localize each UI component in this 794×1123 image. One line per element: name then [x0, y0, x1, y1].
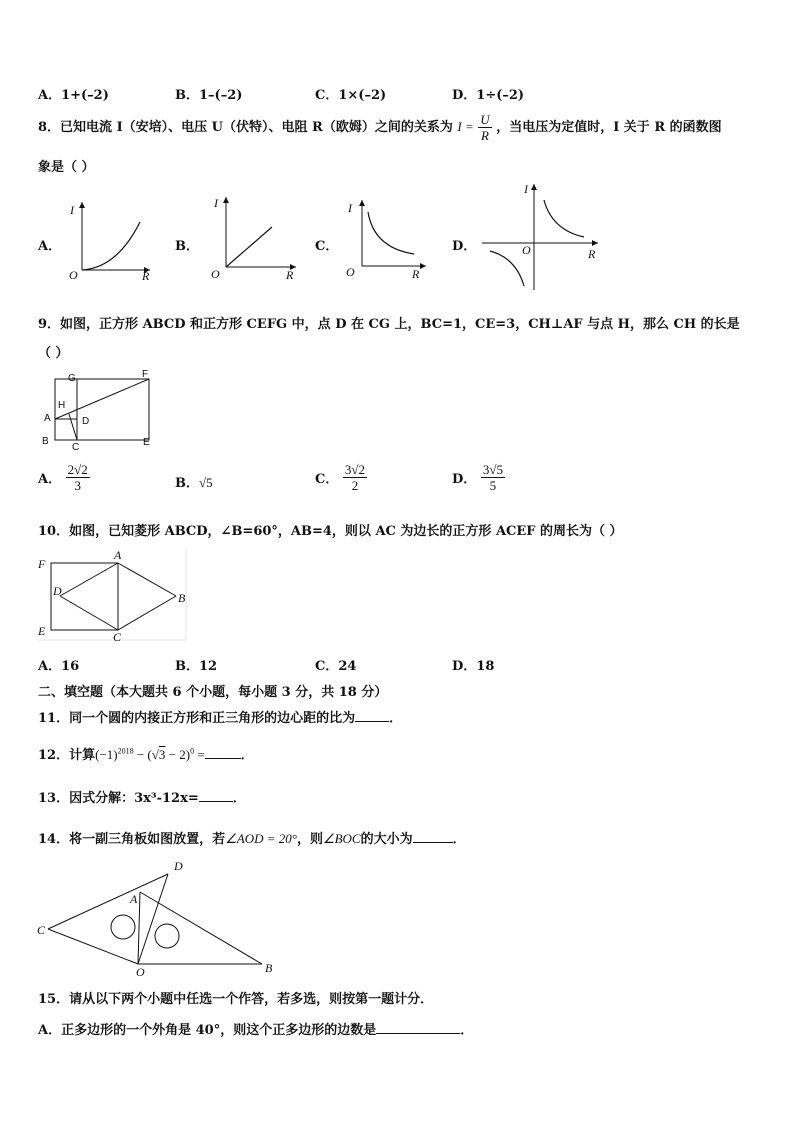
q11-answer-blank[interactable]: [355, 709, 389, 722]
q9-option-c: C． $\frac{3√2}{2}$: [315, 462, 366, 493]
svg-text:R: R: [588, 247, 596, 261]
svg-text:C: C: [37, 923, 46, 937]
svg-text:I: I: [348, 201, 352, 215]
svg-text:F: F: [38, 557, 46, 571]
q12-answer-blank[interactable]: [205, 746, 241, 759]
svg-text:C: C: [72, 442, 80, 450]
q8-graph-c: [340, 198, 430, 280]
svg-text:O: O: [346, 265, 355, 279]
svg-text:B: B: [265, 961, 273, 975]
q10-option-d: D．18: [452, 659, 495, 674]
svg-text:F: F: [142, 369, 149, 380]
q8-graph-d: [480, 180, 605, 292]
svg-text:I: I: [524, 182, 528, 196]
svg-text:A: A: [44, 413, 51, 424]
q8-stem: 8．已知电流 I（安培）、电压 U（伏特）、电阻 R（欧姆）之间的关系为 I = $\frac{U}{R}$ ，当电压为定值时，I 关于 R 的函数图: [38, 112, 722, 143]
q9-figure: [38, 366, 158, 450]
q10-option-a: A．16: [38, 659, 80, 674]
svg-text:I: I: [70, 203, 74, 217]
q8-formula-fraction: $\frac{U}{R}$: [480, 112, 490, 143]
svg-text:D: D: [53, 584, 62, 598]
svg-text:E: E: [38, 624, 46, 638]
svg-text:G: G: [68, 373, 76, 384]
q8-graph-b: [200, 193, 300, 281]
q7-option-b: B．1–(–2): [175, 88, 243, 103]
svg-text:A: A: [114, 548, 122, 562]
q7-option-d: D．1÷(–2): [452, 88, 525, 103]
svg-text:D: D: [174, 859, 183, 873]
q11-stem: 11．同一个圆的内接正方形和正三角形的边心距的比为 ．: [38, 711, 403, 726]
q15a-answer-blank[interactable]: [376, 1021, 460, 1034]
svg-text:B: B: [42, 436, 49, 447]
svg-text:O: O: [522, 243, 531, 257]
q8-option-b-label: B．: [175, 239, 199, 254]
q10-figure: [36, 546, 192, 642]
q14-stem: 14．将一副三角板如图放置，若∠AOD = 20°，则∠BOC的大小为 ．: [38, 831, 466, 847]
q10-option-c: C．24: [315, 659, 357, 674]
q8-option-c-label: C．: [315, 239, 339, 254]
q9-option-a: A． $\frac{2√2}{3}$: [38, 462, 88, 493]
svg-text:O: O: [136, 965, 145, 978]
q14-answer-blank[interactable]: [413, 830, 453, 843]
q13-stem: 13．因式分解：3x³-12x= ．: [38, 791, 246, 806]
q13-answer-blank[interactable]: [199, 789, 233, 802]
svg-text:E: E: [143, 437, 150, 448]
q15-stem: 15．请从以下两个小题中任选一个作答，若多选，则按第一题计分．: [38, 992, 434, 1007]
q15a-stem: A．正多边形的一个外角是 40°，则这个正多边形的边数是 ．: [38, 1023, 474, 1038]
q9-paren: （ ）: [38, 346, 69, 361]
svg-text:R: R: [286, 268, 294, 281]
q10-option-b: B．12: [175, 659, 218, 674]
svg-text:R: R: [412, 267, 420, 280]
q8-graph-a: [62, 198, 154, 280]
q12-stem: 12．计算$(-1)^{2018} - (√3 - 2)^0$ = ．: [38, 746, 254, 763]
q8-stem-line2: 象是（ ）: [38, 160, 95, 175]
q7-option-a: A．1+(–2): [38, 88, 109, 103]
q9-option-b: B．√5: [175, 475, 213, 491]
q8-option-a-label: A．: [38, 239, 62, 254]
svg-text:O: O: [211, 267, 220, 281]
q8-option-d-label: D．: [452, 239, 477, 254]
svg-text:A: A: [130, 892, 138, 906]
svg-text:O: O: [69, 268, 78, 280]
svg-text:R: R: [142, 269, 150, 280]
q14-figure: [34, 854, 284, 978]
section-heading-fill-in: 二、填空题（本大题共 6 个小题，每小题 3 分，共 18 分）: [38, 685, 388, 700]
svg-text:I: I: [214, 196, 218, 210]
svg-text:H: H: [58, 400, 66, 411]
q7-option-c: C．1×(–2): [315, 88, 387, 103]
svg-text:C: C: [113, 630, 122, 642]
svg-text:D: D: [82, 416, 90, 427]
q9-option-d: D． $\frac{3√5}{5}$: [452, 462, 503, 493]
svg-text:B: B: [178, 591, 186, 605]
q9-stem: 9．如图，正方形 ABCD 和正方形 CEFG 中，点 D 在 CG 上，BC=1，CE=3，CH⊥AF 与点 H，那么 CH 的长是: [38, 317, 740, 332]
q10-stem: 10．如图，已知菱形 ABCD，∠B=60°，AB=4，则以 AC 为边长的正方形 ACEF 的周长为（ ）: [38, 524, 623, 539]
